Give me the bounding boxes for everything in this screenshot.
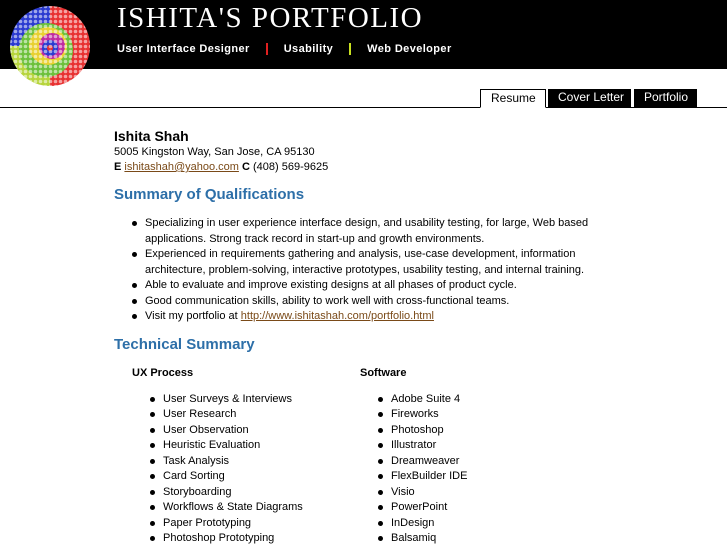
list-item: Photoshop Prototyping <box>150 531 360 545</box>
phone-number: (408) 569-9625 <box>253 161 329 173</box>
tagline-item-usability: Usability <box>283 43 334 55</box>
list-item: InDesign <box>378 516 467 532</box>
phone-label: C <box>241 161 250 173</box>
software-title: Software <box>360 366 407 379</box>
list-item: Workflows & State Diagrams <box>150 500 360 516</box>
list-item: Illustrator <box>378 438 467 454</box>
tabs-baseline <box>0 107 727 108</box>
ux-process-list <box>150 392 360 545</box>
list-item: PowerPoint <box>378 500 467 516</box>
email-link[interactable]: ishitashah@yahoo.com <box>124 161 239 173</box>
list-item: Visio <box>378 485 467 501</box>
resume-content <box>114 127 614 545</box>
technical-heading: Technical Summary <box>114 335 255 353</box>
tagline-item-web-developer: Web Developer <box>367 43 452 55</box>
spiral-logo-icon[interactable] <box>8 4 96 88</box>
contact-line <box>114 160 614 175</box>
list-item: Experienced in requirements gathering and analysis, use-case development, information architecture, problem-solving, interactive prototypes, usability testing, and internal training. <box>132 247 614 278</box>
portfolio-prefix: Visit my portfolio at <box>145 310 241 322</box>
list-item: Storyboarding <box>150 485 360 501</box>
list-item: Card Sorting <box>150 469 360 485</box>
ux-process-title: UX Process <box>132 366 194 379</box>
list-item: FlexBuilder IDE <box>378 469 467 485</box>
list-item: User Surveys & Interviews <box>150 392 360 408</box>
tagline-item-ui-designer: User Interface Designer <box>117 43 250 55</box>
email-label: E <box>114 161 122 173</box>
portfolio-link[interactable]: http://www.ishitashah.com/portfolio.html <box>240 310 434 322</box>
list-item: Paper Prototyping <box>150 516 360 532</box>
list-item: Photoshop <box>378 423 467 439</box>
address: 5005 Kingston Way, San Jose, CA 95130 <box>114 146 315 158</box>
list-item: Able to evaluate and improve existing designs at all phases of product cycle. <box>132 278 614 294</box>
list-item <box>132 309 614 325</box>
tagline-separator <box>349 43 351 55</box>
software-list <box>378 392 467 545</box>
list-item: Specializing in user experience interface design, and usability testing, for large, Web based applications. Strong track record in start-up and growth environments. <box>132 216 614 247</box>
list-item: Fireworks <box>378 407 467 423</box>
list-item: Adobe Suite 4 <box>378 392 467 408</box>
list-item: Heuristic Evaluation <box>150 438 360 454</box>
list-item: Balsamiq <box>378 531 467 545</box>
tagline <box>117 43 452 55</box>
tab-portfolio[interactable]: Portfolio <box>634 89 697 107</box>
list-item: Task Analysis <box>150 454 360 470</box>
software-column <box>360 366 467 545</box>
tagline-separator <box>266 43 268 55</box>
summary-list <box>132 216 614 325</box>
technical-columns <box>132 366 614 545</box>
list-item: User Observation <box>150 423 360 439</box>
tab-cover-letter[interactable]: Cover Letter <box>548 89 631 107</box>
tab-resume[interactable]: Resume <box>480 89 546 108</box>
site-header <box>0 0 727 69</box>
list-item: Dreamweaver <box>378 454 467 470</box>
resume-name: Ishita Shah <box>114 128 189 144</box>
ux-process-column <box>132 366 360 545</box>
summary-heading: Summary of Qualifications <box>114 186 305 203</box>
site-title: ISHITA'S PORTFOLIO <box>117 2 424 34</box>
list-item: Good communication skills, ability to work well with cross-functional teams. <box>132 294 614 310</box>
list-item: User Research <box>150 407 360 423</box>
